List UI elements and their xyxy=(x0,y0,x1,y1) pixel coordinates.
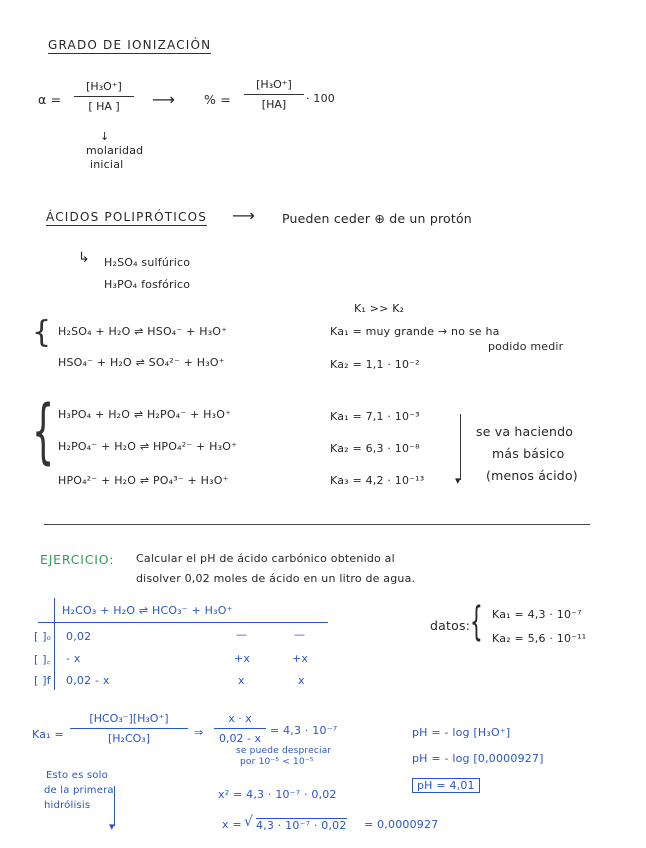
side-note-1: Esto es solo xyxy=(46,770,108,781)
brace-icon: { xyxy=(470,599,483,645)
k-relation: K₁ >> K₂ xyxy=(354,302,405,315)
percent-denominator: [HA] xyxy=(261,98,287,111)
brace-icon: { xyxy=(32,315,52,350)
exercise-text-2: disolver 0,02 moles de ácido en un litro de agua. xyxy=(136,572,416,585)
alpha-denominator: [ HA ] xyxy=(88,100,120,113)
equation-phosphoric-3: HPO₄²⁻ + H₂O ⇌ PO₄³⁻ + H₃O⁺ xyxy=(58,474,229,487)
percent-numerator: [H₃O⁺] xyxy=(256,78,292,91)
basic-note-2: más básico xyxy=(492,446,565,461)
alpha-label: α = xyxy=(38,92,62,107)
ka-phosphoric-2: Ka₂ = 6,3 · 10⁻⁸ xyxy=(330,442,420,455)
sqrt-icon: √ xyxy=(244,814,254,830)
initial-label: inicial xyxy=(90,158,124,171)
xx-numerator: x · x xyxy=(228,712,252,725)
ka-sulfuric-2: Ka₂ = 1,1 · 10⁻² xyxy=(330,358,420,371)
x-result: = 0,0000927 xyxy=(364,818,439,831)
right-arrow-icon: ⟶ xyxy=(152,90,176,109)
xx-fraction xyxy=(214,712,266,745)
polyprotic-description: Pueden ceder ⊕ de un protón xyxy=(282,211,472,226)
ka1-value: Ka₁ = 4,3 · 10⁻⁷ xyxy=(492,608,582,621)
table-row-label: [ ]f xyxy=(34,674,51,687)
arrow-down-icon: ▾ xyxy=(455,474,461,487)
table-cell: 0,02 xyxy=(66,630,92,643)
ph-result: pH = 4,01 xyxy=(412,778,480,793)
ka-numerator: [HCO₃⁻][H₃O⁺] xyxy=(89,712,169,725)
section-title-ionization: GRADO DE IONIZACIÓN xyxy=(48,38,212,52)
basic-note-3: (menos ácido) xyxy=(486,468,578,483)
table-cell: x xyxy=(298,674,305,687)
table-cell: - x xyxy=(66,652,81,665)
curved-arrow-icon: ↳ xyxy=(78,250,90,266)
percent-label: % = xyxy=(204,92,231,107)
ka-sulfuric-1: Ka₁ = muy grande → no se ha xyxy=(330,325,500,338)
percent-fraction xyxy=(244,78,304,111)
exercise-text-1: Calcular el pH de ácido carbónico obtenido al xyxy=(136,552,395,565)
x-root-content: 4,3 · 10⁻⁷ · 0,02 xyxy=(256,819,347,832)
equation-sulfuric-1: H₂SO₄ + H₂O ⇌ HSO₄⁻ + H₃O⁺ xyxy=(58,325,228,338)
side-note-3: hidrólisis xyxy=(44,800,91,811)
xx-equals: = 4,3 · 10⁻⁷ xyxy=(270,724,338,737)
xx-denominator: 0,02 - x xyxy=(219,732,261,745)
brace-icon: { xyxy=(32,390,55,472)
times-100: · 100 xyxy=(306,92,335,105)
table-cell: +x xyxy=(292,652,309,665)
implies-arrow-icon: ⇒ xyxy=(194,726,204,739)
example-sulfuric: H₂SO₄ sulfúrico xyxy=(104,256,191,269)
ph-formula: pH = - log [H₃O⁺] xyxy=(412,726,511,739)
equation-phosphoric-1: H₃PO₄ + H₂O ⇌ H₂PO₄⁻ + H₃O⁺ xyxy=(58,408,232,421)
neglect-note-2: por 10⁻⁵ < 10⁻⁵ xyxy=(240,757,314,767)
ka-phosphoric-1: Ka₁ = 7,1 · 10⁻³ xyxy=(330,410,420,423)
ka-denominator: [H₂CO₃] xyxy=(107,732,150,745)
table-cell: 0,02 - x xyxy=(66,674,110,687)
right-arrow-icon: ⟶ xyxy=(232,206,256,225)
table-row-label: [ ]ₒ xyxy=(34,630,52,643)
example-phosphoric: H₃PO₄ fosfórico xyxy=(104,278,191,291)
alpha-numerator: [H₃O⁺] xyxy=(86,80,122,93)
table-cell: — xyxy=(294,628,306,641)
x-equals-label: x = xyxy=(222,818,242,831)
table-horizontal-line xyxy=(38,622,328,623)
exercise-equation: H₂CO₃ + H₂O ⇌ HCO₃⁻ + H₃O⁺ xyxy=(62,604,233,617)
neglect-note-1: se puede despreciar xyxy=(236,746,332,756)
table-cell: +x xyxy=(234,652,251,665)
datos-label: datos: xyxy=(430,618,471,633)
ka-phosphoric-3: Ka₃ = 4,2 · 10⁻¹³ xyxy=(330,474,425,487)
molarity-label: molaridad xyxy=(86,144,144,157)
exercise-label: EJERCICIO: xyxy=(40,552,115,567)
equation-sulfuric-2: HSO₄⁻ + H₂O ⇌ SO₄²⁻ + H₃O⁺ xyxy=(58,356,225,369)
table-vertical-line xyxy=(54,598,55,690)
table-cell: — xyxy=(236,628,248,641)
side-note-2: de la primera xyxy=(44,785,114,796)
divider xyxy=(44,524,590,525)
down-arrow-icon: ↓ xyxy=(100,130,110,143)
section-title-polyprotic: ÁCIDOS POLIPRÓTICOS xyxy=(46,210,208,224)
ka-fraction xyxy=(70,712,188,745)
side-arrow-icon: ▾ xyxy=(109,820,115,833)
down-arrow-line xyxy=(460,414,461,480)
basic-note-1: se va haciendo xyxy=(476,424,574,439)
table-row-label: [ ]꜀ xyxy=(34,653,51,666)
ph-substitution: pH = - log [0,0000927] xyxy=(412,752,544,765)
x-squared-equation: x² = 4,3 · 10⁻⁷ · 0,02 xyxy=(218,788,337,801)
ka-note: podido medir xyxy=(488,340,564,353)
alpha-fraction xyxy=(74,80,134,113)
equation-phosphoric-2: H₂PO₄⁻ + H₂O ⇌ HPO₄²⁻ + H₃O⁺ xyxy=(58,440,238,453)
table-cell: x xyxy=(238,674,245,687)
ka-expression-label: Ka₁ = xyxy=(32,728,64,741)
ka2-value: Ka₂ = 5,6 · 10⁻¹¹ xyxy=(492,632,587,645)
